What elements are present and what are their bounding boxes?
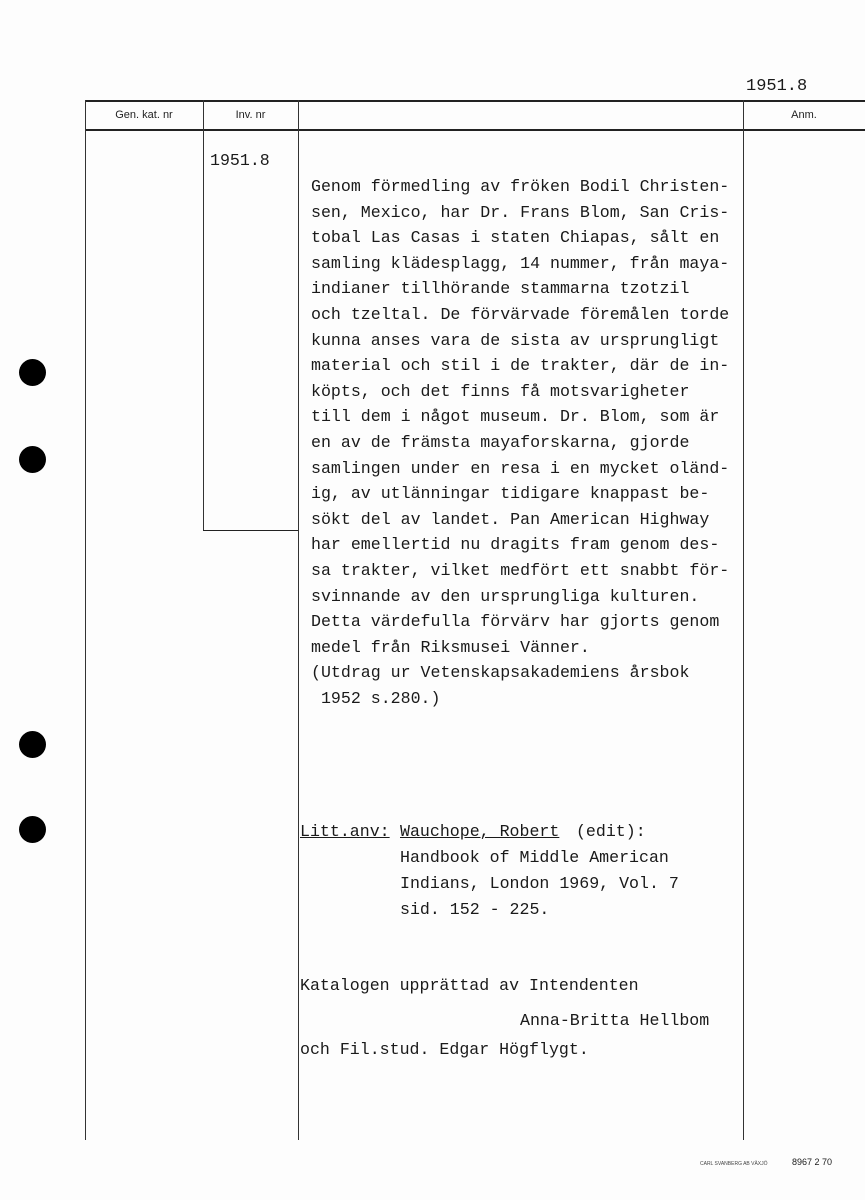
inv-number: 1951.8 [210,151,270,170]
catalogue-line-3: och Fil.stud. Edgar Högflygt. [300,1040,589,1059]
body-line: 1952 s.280.) [311,688,441,708]
body-text [311,176,729,713]
form-number: 8967 2 70 [792,1157,833,1167]
body-line: köpts, och det finns få motsvarigheter [311,381,690,401]
catalogue-line-2: Anna-Britta Hellbom [520,1011,710,1030]
body-line: sökt del av landet. Pan American Highway [311,509,710,529]
header-gen-kat-nr: Gen. kat. nr [115,109,173,121]
body-line: sen, Mexico, har Dr. Frans Blom, San Cris- [311,202,730,222]
literature-author: Wauchope, Robert [400,822,560,841]
page-number: 1951.8 [746,77,808,96]
body-line: en av de främsta mayaforskarna, gjorde [311,432,690,452]
literature-line: Indians, London 1969, Vol. 7 [400,874,679,893]
inv-column-short-rule [203,530,298,531]
punch-hole [19,731,46,758]
body-line: sa trakter, vilket medfört ett snabbt för- [311,560,730,580]
body-line: samlingen under en resa i en mycket oländ- [311,458,730,478]
literature-label: Litt.anv: [300,822,390,841]
literature-line: sid. 152 - 225. [400,900,550,919]
column-rule-inv [203,100,204,530]
header-anm: Anm. [791,109,817,121]
body-line: Genom förmedling av fröken Bodil Christen- [311,177,730,196]
body-line: tobal Las Casas i staten Chiapas, sålt en [311,228,720,248]
punch-hole [19,446,46,473]
header-inv-nr: Inv. nr [235,109,266,121]
body-line: material och stil i de trakter, där de in- [311,356,730,376]
column-rule-anm [743,100,744,1140]
literature-author-suffix: (edit): [566,822,646,841]
body-line: medel från Riksmusei Vänner. [311,637,590,657]
body-line: till dem i något museum. Dr. Blom, som är [311,407,720,427]
header-bottom-rule [85,129,865,131]
body-line: kunna anses vara de sista av ursprungligt [311,330,720,350]
body-line: indianer tillhörande stammarna tzotzil [311,279,690,299]
body-line: svinnande av den ursprungliga kulturen. [311,586,700,606]
body-line: har emellertid nu dragits fram genom des- [311,535,720,555]
printer-mark: CARL SVANBERG AB VÄXJÖ [700,1161,768,1167]
body-line: (Utdrag ur Vetenskapsakademiens årsbok [311,663,690,683]
header-top-rule [85,100,865,102]
punch-hole [19,359,46,386]
column-rule-text [298,100,299,1140]
body-line: samling klädesplagg, 14 nummer, från maya- [311,253,730,273]
punch-hole [19,816,46,843]
body-line: Detta värdefulla förvärv har gjorts genom [311,612,720,632]
column-rule-left [85,100,86,1140]
catalogue-line-1: Katalogen upprättad av Intendenten [300,976,639,995]
body-line: och tzeltal. De förvärvade föremålen torde [311,304,730,324]
literature-line: Handbook of Middle American [400,848,669,867]
body-line: ig, av utlänningar tidigare knappast be- [311,484,710,504]
